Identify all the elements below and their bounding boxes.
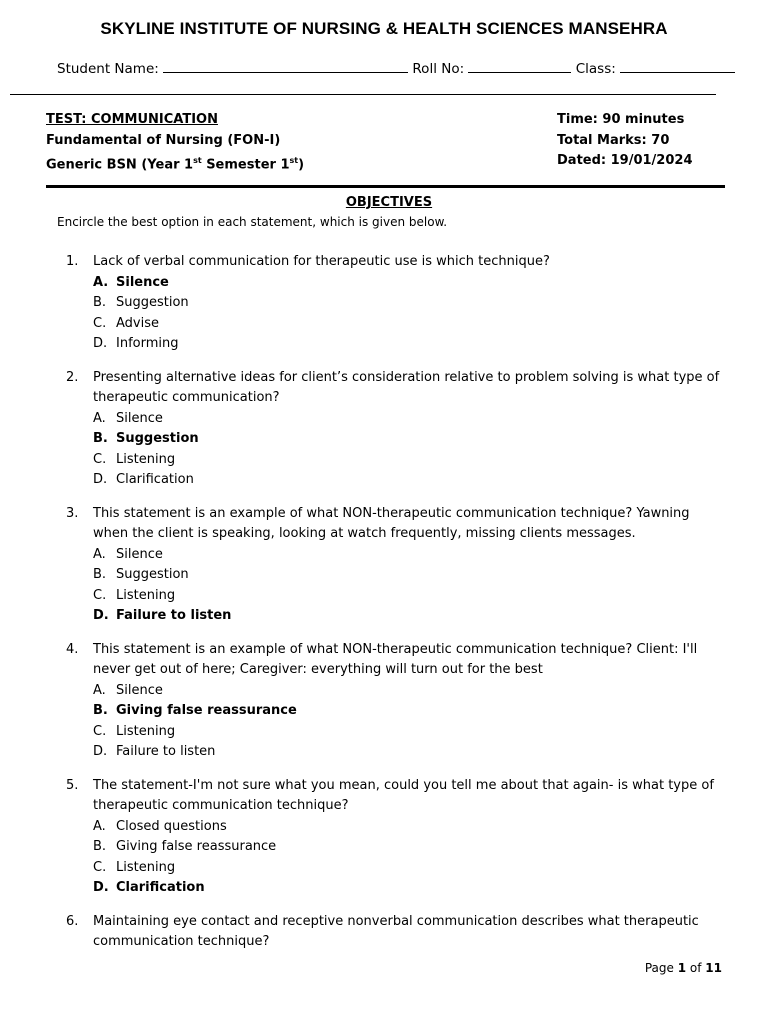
question-item	[66, 912, 726, 953]
option-text: Closed questions	[116, 818, 227, 834]
question-number: 1.	[66, 254, 79, 269]
option-letter: A.	[93, 274, 109, 290]
option-text: Listening	[116, 859, 176, 875]
page-footer: Page 1 of 11	[644, 961, 722, 975]
option-text: Clarification	[116, 472, 194, 487]
question-list	[66, 252, 726, 966]
question-number: 2.	[66, 369, 79, 385]
question-body	[93, 776, 726, 899]
answer-option[interactable]	[93, 878, 726, 899]
class-blank[interactable]	[620, 60, 735, 73]
option-letter: B.	[93, 839, 107, 854]
option-text: Failure to listen	[116, 608, 232, 623]
option-text: Failure to listen	[116, 744, 216, 759]
question-text: The statement-I'm not sure what you mean, could you tell me about that again- is what type of therapeutic communication technique?	[93, 777, 714, 813]
class-label: Class:	[575, 61, 616, 77]
student-name-blank[interactable]	[163, 60, 408, 73]
answer-option[interactable]	[93, 858, 726, 879]
option-letter: D.	[93, 336, 108, 351]
option-letter: A.	[93, 818, 106, 834]
answer-option[interactable]	[93, 722, 726, 743]
option-letter: D.	[93, 472, 108, 487]
subject: Fundamental of Nursing (FON-I)	[46, 132, 281, 148]
option-letter: C.	[93, 451, 107, 467]
option-text: Informing	[116, 336, 179, 351]
option-letter: D.	[93, 608, 109, 623]
dated: Dated: 19/01/2024	[557, 153, 693, 168]
option-letter: B.	[93, 295, 107, 310]
answer-option[interactable]	[93, 545, 726, 566]
answer-option[interactable]	[93, 565, 726, 586]
answer-option[interactable]	[93, 293, 726, 314]
total-marks: Total Marks: 70	[557, 132, 670, 148]
answer-option[interactable]	[93, 586, 726, 607]
question-item	[66, 640, 726, 763]
option-text: Advise	[116, 315, 159, 331]
answer-option[interactable]	[93, 817, 726, 838]
option-text: Listening	[116, 723, 176, 739]
question-text: This statement is an example of what NON-therapeutic communication technique? Client: I'll never get out of here; Caregiver: everything will turn out for the best	[93, 641, 698, 677]
option-letter: C.	[93, 315, 107, 331]
institute-title: SKYLINE INSTITUTE OF NURSING & HEALTH SCIENCES MANSEHRA	[100, 19, 668, 38]
test-info-right	[557, 110, 692, 172]
option-letter: D.	[93, 744, 108, 759]
option-letter: C.	[93, 587, 107, 603]
option-text: Listening	[116, 587, 176, 603]
question-text: Lack of verbal communication for therapeutic use is which technique?	[93, 254, 550, 269]
option-text: Suggestion	[116, 431, 199, 446]
question-text: Maintaining eye contact and receptive nonverbal communication describes what therapeutic communication technique?	[93, 913, 699, 949]
option-letter: C.	[93, 859, 107, 875]
answer-option[interactable]	[93, 742, 726, 763]
question-body	[93, 252, 726, 355]
question-body	[93, 504, 726, 627]
option-letter: B.	[93, 431, 108, 446]
question-body	[93, 912, 726, 953]
question-body	[93, 640, 726, 763]
option-letter: B.	[93, 567, 107, 582]
question-item	[66, 504, 726, 627]
option-text: Clarification	[116, 880, 205, 895]
question-item	[66, 368, 726, 491]
option-text: Suggestion	[116, 295, 189, 310]
roll-no-blank[interactable]	[468, 60, 571, 73]
program: Generic BSN (Year 1st Semester 1st)	[46, 156, 305, 173]
objectives-heading: OBJECTIVES	[345, 195, 433, 210]
option-letter: B.	[93, 703, 108, 718]
page-total: 11	[705, 961, 722, 975]
answer-option[interactable]	[93, 701, 726, 722]
answer-option[interactable]	[93, 334, 726, 355]
objectives-instruction: Encircle the best option in each statement, which is given below.	[57, 215, 448, 229]
header-divider	[10, 94, 716, 95]
question-item	[66, 776, 726, 899]
question-number: 6.	[66, 913, 79, 929]
answer-option[interactable]	[93, 409, 726, 430]
option-letter: D.	[93, 880, 109, 895]
answer-option[interactable]	[93, 470, 726, 491]
roll-no-label: Roll No:	[412, 61, 465, 77]
student-info-fields	[57, 60, 735, 77]
student-name-label: Student Name:	[57, 61, 159, 77]
answer-option[interactable]	[93, 450, 726, 471]
question-item	[66, 252, 726, 355]
answer-option[interactable]	[93, 429, 726, 450]
answer-option[interactable]	[93, 681, 726, 702]
question-text: Presenting alternative ideas for client’s consideration relative to problem solving is what type of therapeutic communication?	[93, 369, 720, 405]
answer-option[interactable]	[93, 837, 726, 858]
answer-option[interactable]	[93, 314, 726, 335]
option-letter: A.	[93, 546, 106, 562]
option-text: Suggestion	[116, 567, 189, 582]
option-text: Silence	[116, 682, 163, 698]
question-number: 5.	[66, 777, 79, 793]
question-text: This statement is an example of what NON-therapeutic communication technique? Yawning when the client is speaking, looking at watch frequently, missing clients messages.	[93, 505, 690, 541]
question-body	[93, 368, 726, 491]
test-info-left	[46, 110, 304, 176]
option-text: Silence	[116, 546, 163, 562]
option-text: Listening	[116, 451, 176, 467]
test-title: TEST: COMMUNICATION	[46, 112, 218, 127]
question-number: 4.	[66, 641, 79, 657]
option-letter: A.	[93, 682, 106, 698]
option-letter: C.	[93, 723, 107, 739]
answer-option[interactable]	[93, 273, 726, 294]
section-divider	[46, 185, 725, 188]
option-text: Giving false reassurance	[116, 839, 277, 854]
page-number: 1	[677, 961, 687, 975]
question-number: 3.	[66, 505, 79, 521]
time: Time: 90 minutes	[557, 112, 685, 127]
option-text: Silence	[116, 410, 163, 426]
option-letter: A.	[93, 410, 106, 426]
answer-option[interactable]	[93, 606, 726, 627]
option-text: Giving false reassurance	[116, 703, 297, 718]
option-text: Silence	[116, 274, 169, 290]
